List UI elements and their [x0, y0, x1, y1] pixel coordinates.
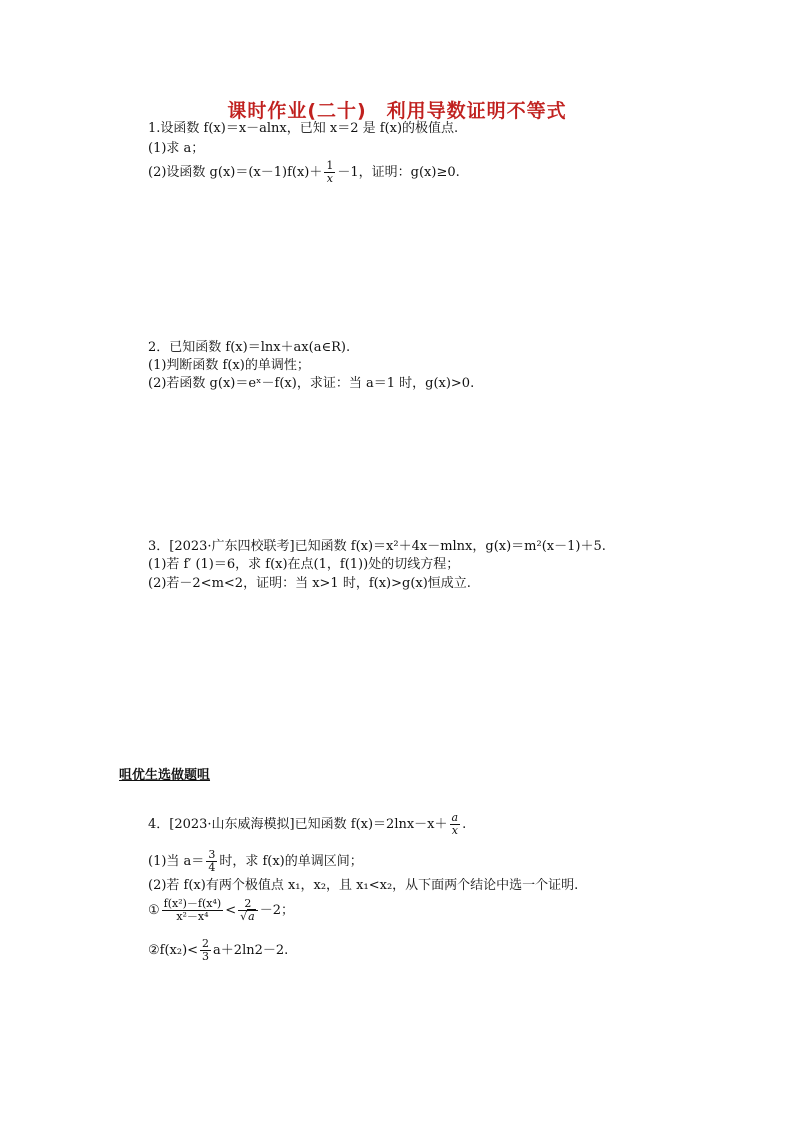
problem-4-conclusion-2 [148, 938, 288, 963]
problem-4-stem-pre: 4．[2023·山东威海模拟]已知函数 f(x)＝2lnx－x＋ [148, 817, 448, 832]
fraction-denominator: x [451, 824, 458, 837]
problem-1-stem: 1.设函数 f(x)＝x－alnx，已知 x＝2 是 f(x)的极值点. [148, 121, 459, 136]
conclusion-2-pre: ②f(x₂)< [148, 943, 199, 958]
fraction-denominator: x²－x⁴ [176, 910, 209, 923]
fraction-denominator: x [326, 172, 333, 185]
problem-4-q1-pre: (1)当 a＝ [148, 854, 205, 869]
conclusion-2-post: a＋2ln2－2. [213, 943, 289, 958]
problem-3-q1: (1)若 f′ (1)＝6，求 f(x)在点(1，f(1))处的切线方程； [148, 557, 460, 572]
problem-4-stem-post: . [462, 817, 467, 832]
problem-4-q2: (2)若 f(x)有两个极值点 x₁，x₂，且 x₁<x₂，从下面两个结论中选一个证明. [148, 878, 579, 893]
page-title: 课时作业(二十) 利用导数证明不等式 [227, 100, 567, 122]
problem-4-conclusion-1 [148, 898, 294, 923]
conclusion-2-fraction [200, 938, 211, 963]
problem-1-q2 [148, 160, 460, 185]
fraction-numerator: 3 [208, 848, 216, 861]
fraction-numerator: a [451, 811, 459, 824]
conclusion-1-fraction [162, 898, 224, 923]
fraction-numerator: f(x²)－f(x⁴) [163, 897, 222, 910]
problem-2-stem: 2．已知函数 f(x)＝lnx＋ax(a∈R). [148, 340, 351, 355]
fraction-denominator: 3 [202, 950, 210, 963]
problem-4-q1-post: 时，求 f(x)的单调区间； [219, 854, 363, 869]
conclusion-1-sqrt-fraction [238, 898, 258, 923]
section-tag: 咀优生选做题咀 [119, 768, 211, 783]
problem-4-q1 [148, 849, 363, 874]
conclusion-1-less-than: < [225, 903, 237, 918]
problem-1-q2-pre: (2)设函数 g(x)＝(x－1)f(x)＋ [148, 165, 323, 180]
problem-1-q1: (1)求 a； [148, 141, 205, 156]
problem-1-q2-post: －1，证明：g(x)≥0. [337, 165, 460, 180]
fraction-numerator: 1 [326, 159, 334, 172]
fraction-denominator: √a [240, 910, 255, 923]
problem-3-stem: 3．[2023·广东四校联考]已知函数 f(x)＝x²＋4x－mlnx，g(x)＝m²(x－1)＋5. [148, 539, 606, 554]
problem-4-q1-fraction [206, 849, 217, 874]
fraction-numerator: 2 [238, 898, 258, 911]
conclusion-1-post: －2； [259, 903, 294, 918]
fraction-denominator: 4 [208, 861, 216, 874]
problem-2-q1: (1)判断函数 f(x)的单调性； [148, 358, 310, 373]
problem-1-q2-fraction [324, 160, 335, 185]
sqrt-radicand: a [248, 910, 255, 923]
problem-4-stem-fraction [450, 812, 461, 837]
problem-3-q2: (2)若－2<m<2，证明：当 x>1 时，f(x)>g(x)恒成立. [148, 576, 471, 591]
problem-2-q2: (2)若函数 g(x)＝eˣ－f(x)，求证：当 a＝1 时，g(x)>0. [148, 376, 475, 391]
conclusion-1-marker: ① [148, 903, 160, 918]
fraction-numerator: 2 [202, 937, 210, 950]
problem-4-stem [148, 812, 466, 837]
